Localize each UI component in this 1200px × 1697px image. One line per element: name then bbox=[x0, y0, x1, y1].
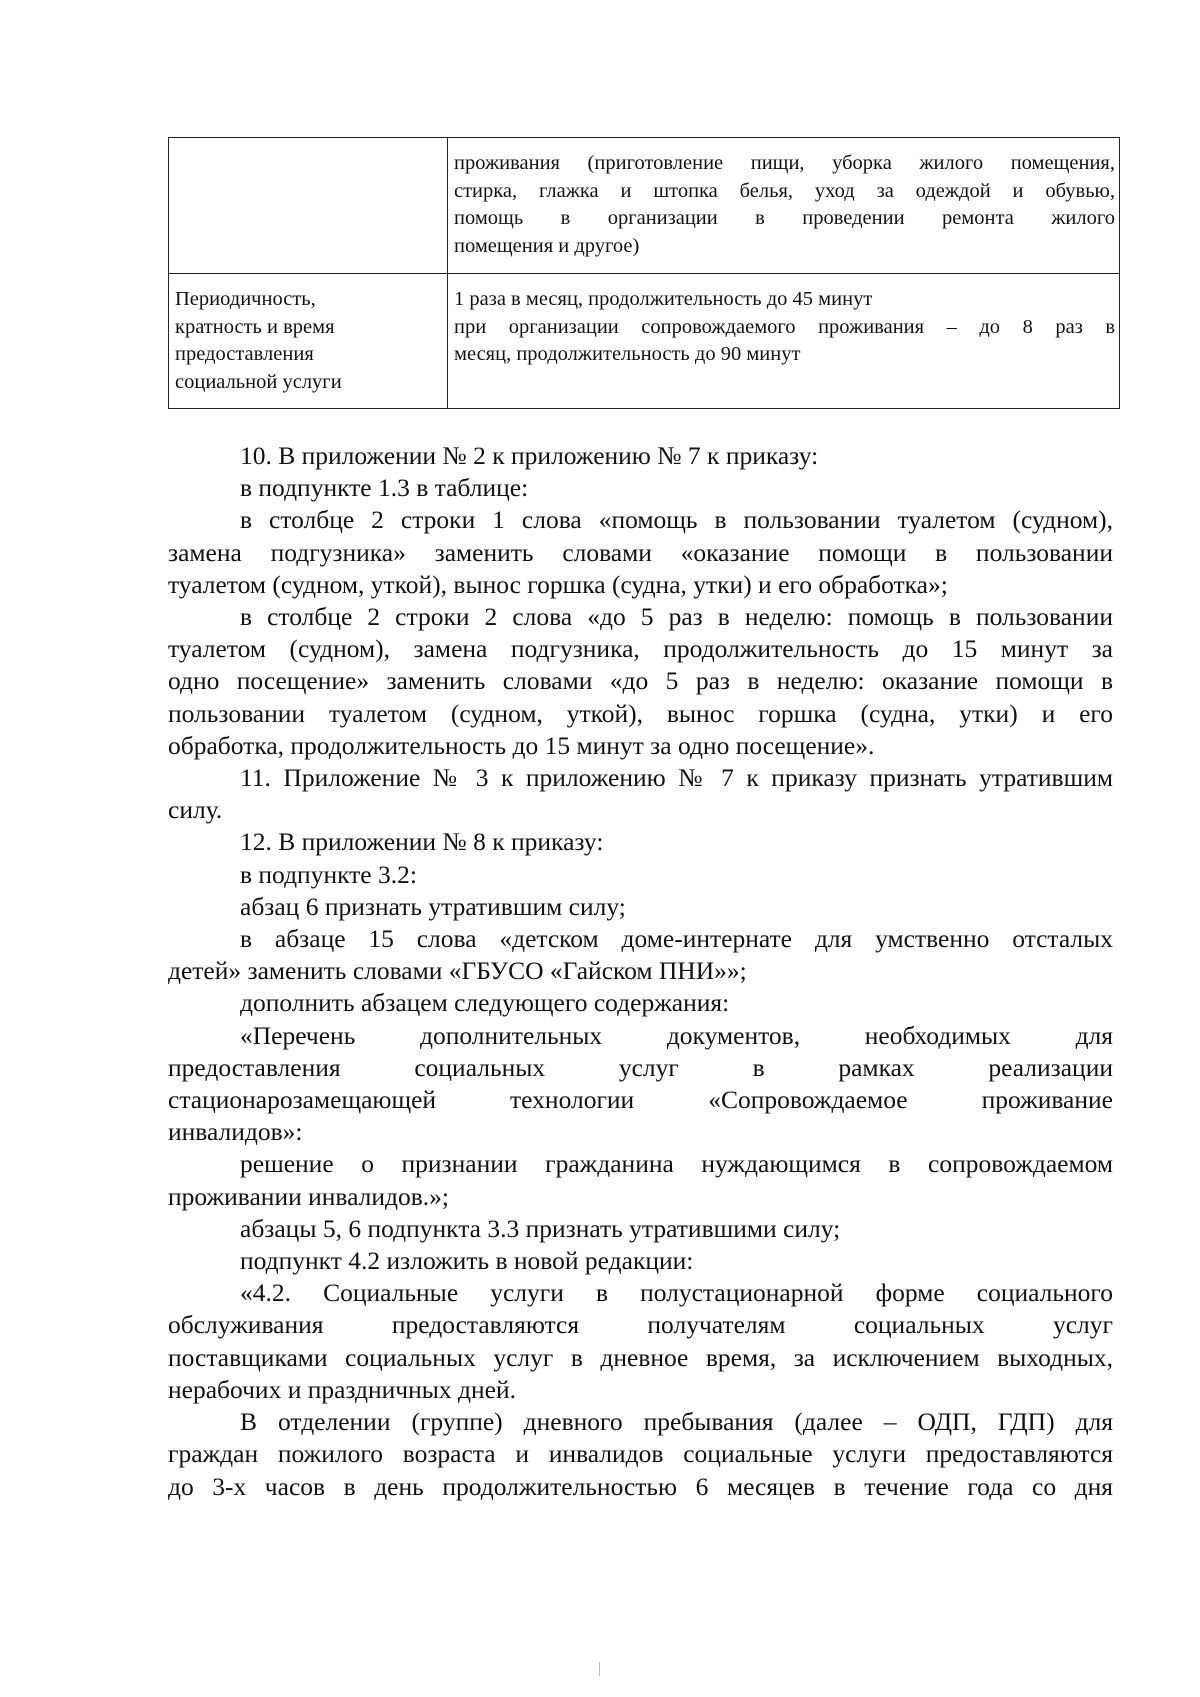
paragraph-line: абзацы 5, 6 подпункта 3.3 признать утратившими силу; bbox=[240, 1213, 841, 1243]
paragraph-line: 12. В приложении № 8 к приказу: bbox=[240, 827, 604, 857]
paragraph-line: подпункт 4.2 изложить в новой редакции: bbox=[240, 1246, 694, 1276]
paragraph-line: инвалидов»: bbox=[168, 1117, 303, 1147]
paragraph-line: в столбце 2 строки 2 слова «до 5 раз в неделю: помощь в пользовании bbox=[240, 602, 1113, 632]
cell-line: при организации сопровождаемого проживания – до 8 раз в bbox=[454, 315, 1115, 338]
cell-line: Периодичность, bbox=[175, 288, 316, 310]
cell-line: месяц, продолжительность до 90 минут bbox=[454, 343, 801, 365]
paragraph-line: до 3-х часов в день продолжительностью 6 месяцев в течение года со дня bbox=[168, 1471, 1113, 1501]
table-cell-label bbox=[169, 274, 448, 409]
cell-line: предоставления bbox=[175, 343, 314, 365]
paragraph-line: абзац 6 признать утратившим силу; bbox=[240, 891, 626, 921]
cell-line: помещения и другое) bbox=[454, 234, 640, 257]
table-cell-description bbox=[448, 138, 1120, 274]
paragraph-line: поставщиками социальных услуг в дневное время, за исключением выходных, bbox=[168, 1342, 1113, 1372]
cell-line: кратность и время bbox=[175, 315, 335, 338]
cell-line: стирка, глажка и штопка белья, уход за одеждой и обувью, bbox=[454, 179, 1115, 202]
paragraph-line: граждан пожилого возраста и инвалидов социальные услуги предоставляются bbox=[168, 1439, 1113, 1469]
table-cell-frequency bbox=[448, 274, 1120, 409]
cell-line: 1 раза в месяц, продолжительность до 45 минут bbox=[454, 288, 873, 310]
paragraph-line: 10. В приложении № 2 к приложению № 7 к приказу: bbox=[240, 441, 819, 470]
paragraph-line: нерабочих и праздничных дней. bbox=[168, 1374, 516, 1404]
paragraph-line: в подпункте 1.3 в таблице: bbox=[240, 473, 529, 503]
paragraph-line: «Перечень дополнительных документов, необходимых для bbox=[240, 1020, 1113, 1050]
cell-line: социальной услуги bbox=[175, 370, 342, 393]
page-footer-mark bbox=[599, 1662, 600, 1676]
cell-line: помощь в организации в проведении ремонта жилого bbox=[454, 207, 1115, 229]
paragraph-line: туалетом (судном, уткой), вынос горшка (судна, утки) и его обработка»; bbox=[168, 569, 948, 599]
paragraph-line: детей» заменить словами «ГБУСО «Гайском ПНИ»»; bbox=[168, 956, 747, 986]
paragraph-line: в столбце 2 строки 1 слова «помощь в пользовании туалетом (судном), bbox=[240, 505, 1113, 535]
paragraph-line: обработка, продолжительность до 15 минут за одно посещение». bbox=[168, 730, 875, 760]
paragraph-line: замена подгузника» заменить словами «оказание помощи в пользовании bbox=[168, 537, 1113, 567]
paragraph-line: В отделении (группе) дневного пребывания (далее – ОДП, ГДП) для bbox=[240, 1407, 1113, 1437]
paragraph-line: «4.2. Социальные услуги в полустационарной форме социального bbox=[240, 1278, 1113, 1308]
paragraph-line: одно посещение» заменить словами «до 5 раз в неделю: оказание помощи в bbox=[168, 666, 1113, 696]
table-cell-empty bbox=[169, 138, 448, 274]
table-row bbox=[169, 138, 1120, 274]
document-body bbox=[168, 440, 1113, 1503]
paragraph-line: туалетом (судном), замена подгузника, продолжительность до 15 минут за bbox=[168, 634, 1113, 664]
table-row bbox=[169, 274, 1120, 409]
services-table bbox=[168, 137, 1120, 409]
paragraph-line: решение о признании гражданина нуждающимся в сопровождаемом bbox=[240, 1149, 1113, 1179]
paragraph-line: стационарозамещающей технологии «Сопровождаемое проживание bbox=[168, 1085, 1113, 1115]
paragraph-line: пользовании туалетом (судном, уткой), вынос горшка (судна, утки) и его bbox=[168, 698, 1113, 728]
paragraph-line: 11. Приложение № 3 к приложению № 7 к приказу признать утратившим bbox=[240, 763, 1113, 793]
cell-line: проживания (приготовление пищи, уборка жилого помещения, bbox=[454, 152, 1115, 174]
paragraph-line: обслуживания предоставляются получателям социальных услуг bbox=[168, 1310, 1113, 1340]
paragraph-line: проживании инвалидов.»; bbox=[168, 1181, 449, 1211]
paragraph-line: в подпункте 3.2: bbox=[240, 859, 417, 889]
paragraph-line: в абзаце 15 слова «детском доме-интернате для умственно отсталых bbox=[240, 924, 1113, 954]
paragraph-line: силу. bbox=[168, 795, 223, 825]
paragraph-line: дополнить абзацем следующего содержания: bbox=[240, 988, 730, 1018]
paragraph-line: предоставления социальных услуг в рамках реализации bbox=[168, 1052, 1113, 1082]
